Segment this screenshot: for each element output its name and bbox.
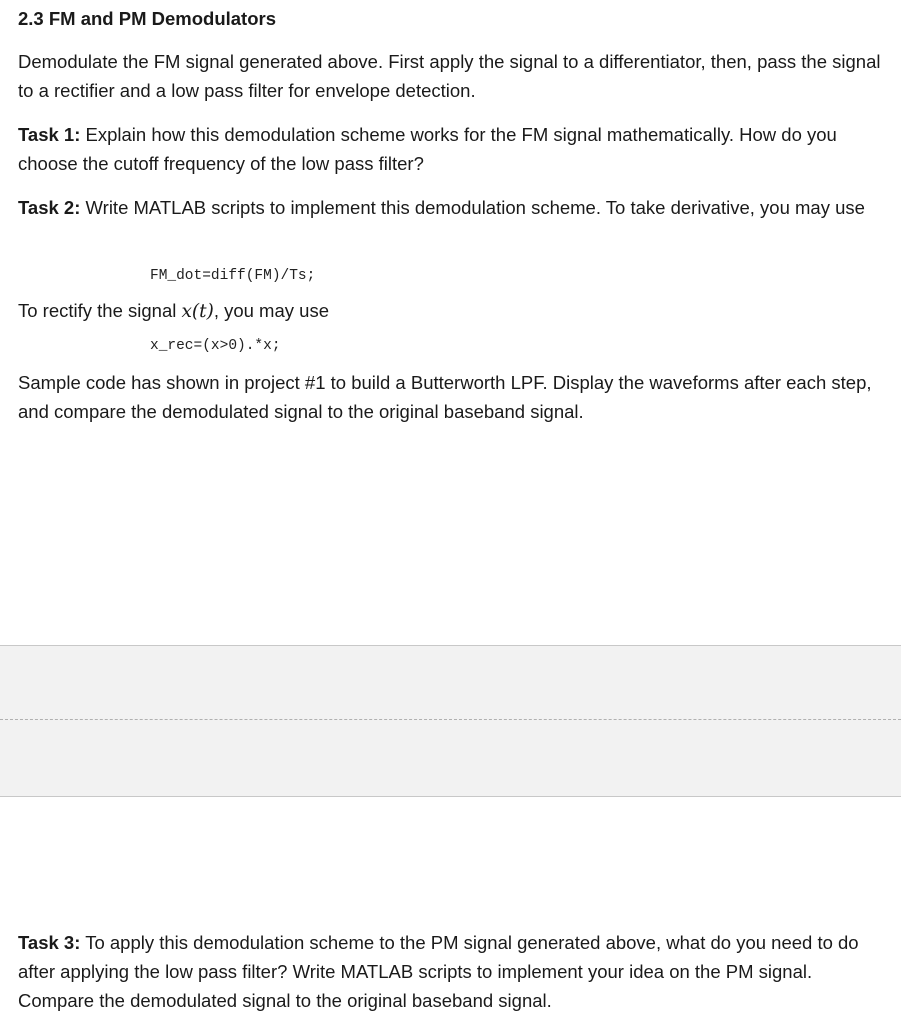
task1-text: Explain how this demodulation scheme works for the FM signal mathematically. How do you choose the cutoff frequency of the low pass filter? [18, 124, 837, 174]
rectify-suffix: , you may use [213, 300, 329, 321]
task1-paragraph [18, 120, 888, 178]
task1-label: Task 1: [18, 124, 81, 145]
page-break-band-top [0, 645, 901, 721]
task2-label: Task 2: [18, 197, 81, 218]
task3-paragraph [18, 928, 888, 1015]
code-derivative: FM_dot=diff(FM)/Ts; [150, 268, 316, 284]
intro-paragraph: Demodulate the FM signal generated above. First apply the signal to a differentiator, then, pass the signal to a rectifier and a low pass filter for envelope detection. [18, 51, 881, 101]
code-rectify: x_rec=(x>0).*x; [150, 338, 281, 354]
page-break-band-bottom [0, 721, 901, 797]
rectify-math: x(t) [181, 301, 214, 322]
task2-text: Write MATLAB scripts to implement this demodulation scheme. To take derivative, you may use [85, 197, 865, 218]
section-heading: 2.3 FM and PM Demodulators [18, 8, 277, 29]
task3-label: Task 3: [18, 932, 81, 953]
page-break-dashed-line [0, 719, 901, 720]
rectify-paragraph [18, 296, 888, 326]
sample-code-paragraph: Sample code has shown in project #1 to build a Butterworth LPF. Display the waveforms after each step, and compare the demodulated signal to the original baseband signal. [18, 372, 872, 422]
task3-text: To apply this demodulation scheme to the PM signal generated above, what do you need to do after applying the low pass filter? Write MATLAB scripts to implement your idea on the PM signal. Compare the demodulated signal to the original baseband signal. [18, 932, 859, 1011]
rectify-prefix: To rectify the signal [18, 300, 182, 321]
task2-paragraph [18, 193, 888, 222]
